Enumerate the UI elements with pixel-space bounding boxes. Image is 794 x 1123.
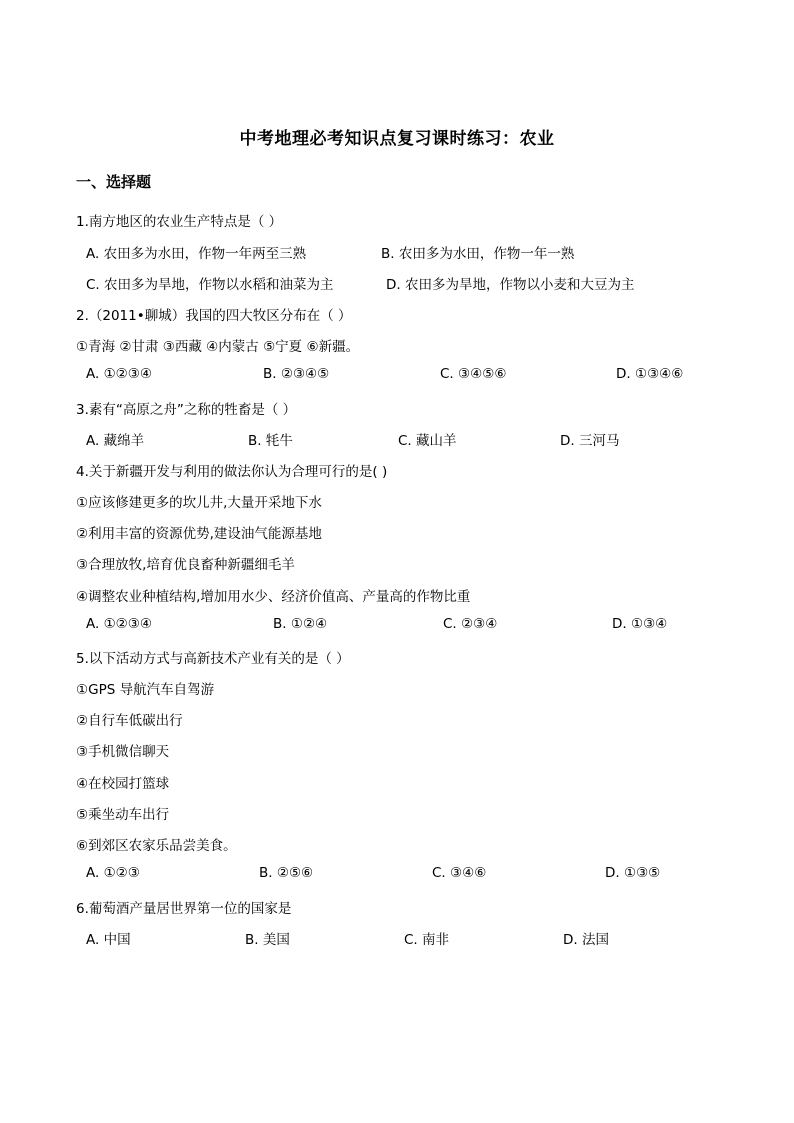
question-1-option-b: B. 农田多为水田，作物一年一熟 <box>381 246 575 262</box>
question-1-stem: 1.南方地区的农业生产特点是（ ） <box>76 214 283 230</box>
question-6-stem: 6.葡萄酒产量居世界第一位的国家是 <box>76 901 292 917</box>
question-6-option-d: D. 法国 <box>563 932 609 948</box>
question-4-item-4: ④调整农业种植结构,增加用水少、经济价值高、产量高的作物比重 <box>76 589 471 605</box>
question-5-item-4: ④在校园打篮球 <box>76 776 170 792</box>
question-5-option-d: D. ①③⑤ <box>605 865 661 881</box>
question-3-option-a: A. 藏绵羊 <box>86 433 145 449</box>
question-5-item-1: ①GPS 导航汽车自驾游 <box>76 682 215 698</box>
question-2-option-d: D. ①③④⑥ <box>616 366 684 382</box>
question-4-stem: 4.关于新疆开发与利用的做法你认为合理可行的是( ) <box>76 464 388 480</box>
question-4-option-d: D. ①③④ <box>612 616 668 632</box>
question-5-option-b: B. ②⑤⑥ <box>259 865 314 881</box>
question-4-option-a: A. ①②③④ <box>86 616 152 632</box>
question-4-option-c: C. ②③④ <box>443 616 498 632</box>
question-1-option-a: A. 农田多为水田，作物一年两至三熟 <box>86 246 307 262</box>
question-1-option-d: D. 农田多为旱地，作物以小麦和大豆为主 <box>386 277 635 293</box>
question-4-option-b: B. ①②④ <box>273 616 328 632</box>
question-2-option-a: A. ①②③④ <box>86 366 152 382</box>
question-4-item-3: ③合理放牧,培育优良畜种新疆细毛羊 <box>76 557 295 573</box>
question-5-item-6: ⑥到郊区农家乐品尝美食。 <box>76 838 237 854</box>
question-4-item-2: ②利用丰富的资源优势,建设油气能源基地 <box>76 526 322 542</box>
question-6-option-c: C. 南非 <box>404 932 450 948</box>
section-heading: 一、选择题 <box>76 173 152 191</box>
question-2-option-b: B. ②③④⑤ <box>263 366 330 382</box>
question-3-stem: 3.素有“高原之舟”之称的牲畜是（ ） <box>76 402 297 418</box>
question-3-option-d: D. 三河马 <box>560 433 620 449</box>
question-5-item-2: ②自行车低碳出行 <box>76 713 183 729</box>
question-5-option-a: A. ①②③ <box>86 865 140 881</box>
question-5-option-c: C. ③④⑥ <box>432 865 487 881</box>
question-6-option-a: A. 中国 <box>86 932 131 948</box>
question-5-stem: 5.以下活动方式与高新技术产业有关的是（ ） <box>76 651 350 667</box>
question-2-option-c: C. ③④⑤⑥ <box>440 366 507 382</box>
question-3-option-c: C. 藏山羊 <box>398 433 457 449</box>
question-5-item-5: ⑤乘坐动车出行 <box>76 807 170 823</box>
question-4-item-1: ①应该修建更多的坎儿井,大量开采地下水 <box>76 495 322 511</box>
question-5-item-3: ③手机微信聊天 <box>76 744 170 760</box>
question-3-option-b: B. 牦牛 <box>248 433 293 449</box>
question-2-item: ①青海 ②甘肃 ③西藏 ④内蒙古 ⑤宁夏 ⑥新疆。 <box>76 339 360 355</box>
question-2-stem: 2.（2011•聊城）我国的四大牧区分布在（ ） <box>76 308 352 324</box>
page-title: 中考地理必考知识点复习课时练习：农业 <box>239 129 555 149</box>
question-6-option-b: B. 美国 <box>245 932 290 948</box>
question-1-option-c: C. 农田多为旱地，作物以水稻和油菜为主 <box>86 277 334 293</box>
